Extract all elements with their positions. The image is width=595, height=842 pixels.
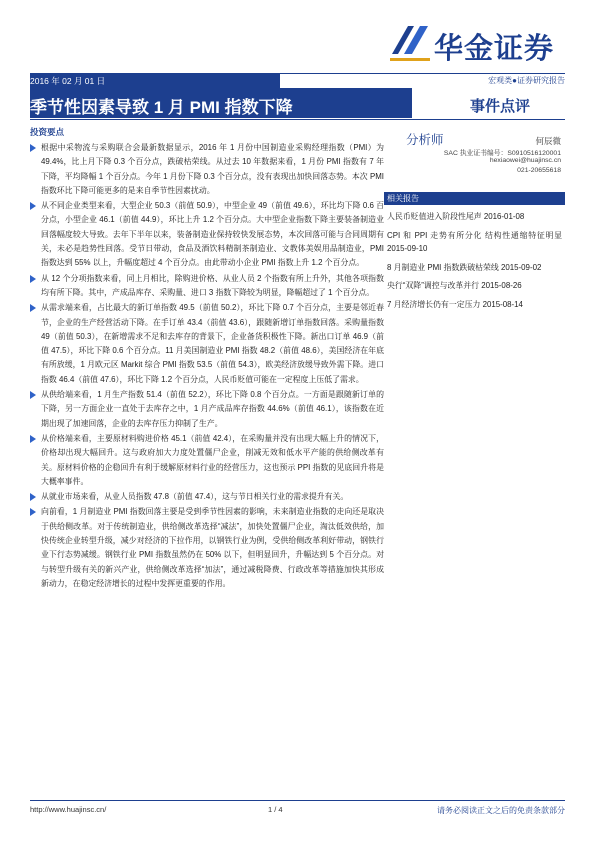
list-item: 从 12 个分项指数来看，同上月相比，除购进价格、从业人员 2 个指数有所上升外，其他各项指数均有所下降。其中，产成品库存、采购量、进口 3 指数下降较为明显，降幅超过了 1 个百分点。 bbox=[30, 272, 384, 301]
analyst-phone: 021-20655618 bbox=[517, 167, 561, 174]
analyst-email[interactable]: hexiaowei@huajinsc.cn bbox=[489, 157, 561, 164]
related-report-link[interactable]: 8 月制造业 PMI 指数跌破枯荣线 2015-09-02 bbox=[387, 262, 542, 272]
list-item: 向前看，1 月制造业 PMI 指数回落主要是受到季节性因素的影响，未来制造业指数的走向还是取决于供给侧改革。对于传统制造业，供给侧改革选择“减法”，加快处置僵尸企业，淘汰低效供给，加快传统企业转型升级，减少对经济的下拉作用，以钢铁行业为例，受供给侧改革利好带动，钢铁行业下行态势减缓。钢铁行业 PMI 指数虽然仍在 50% 以下，但明显回升，升幅达到 5 个百分点。对与转型升级有关的新兴产业，供给侧改革选择“加法”，通过减税降费、行政改革等措施加快其形成新动力，在稳定经济增长的过程中发挥更重要的作用。 bbox=[30, 505, 384, 591]
analyst-name: 何辰微 bbox=[535, 136, 561, 146]
footer-rule bbox=[30, 800, 565, 801]
bullet-arrow-icon bbox=[30, 202, 36, 210]
related-report-link[interactable]: 央行“双降”调控与改革并行 2015-08-26 bbox=[387, 281, 522, 290]
date-bar bbox=[30, 74, 280, 88]
key-points-list bbox=[30, 141, 384, 591]
bullet-arrow-icon bbox=[30, 493, 36, 501]
bullet-arrow-icon bbox=[30, 435, 36, 443]
related-reports-heading: 相关报告 bbox=[384, 192, 565, 205]
title-band bbox=[30, 88, 412, 118]
footer-disclaimer: 请务必阅读正文之后的免责条款部分 bbox=[437, 806, 565, 815]
key-points-heading: 投资要点 bbox=[30, 127, 65, 137]
page-title: 季节性因素导致 1 月 PMI 指数下降 bbox=[30, 98, 293, 117]
list-item: 从需求端来看，占比最大的新订单指数 49.5（前值 50.2），环比下降 0.7 个百分点，主要是邻近春节，企业的生产经营活动下降。在手订单 43.4（前值 43.6），跟随新增订单指数回落。采购量指数 49（前值 50.3），在新增需求不足和去库存的背景下，企业备货积极性下降。新出口订单 46.9（前值 47.5），环比下降 0.6 个百分点。11 月美国制造业 PMI 指数 48.2（前值 48.6），美国经济在年底有所放缓，1 月欧元区 Markit 综合 PMI 指数 53.5（前值 54.3），欧美经济放缓导致外需下降。进口指数 46.4（前值 47.6），环比下降 1.2 个百分点，人民币贬值可能在一定程度上压低了需求。 bbox=[30, 301, 384, 387]
analyst-info bbox=[384, 126, 565, 186]
bullet-arrow-icon bbox=[30, 391, 36, 399]
page-number: 1 / 4 bbox=[268, 805, 283, 814]
list-item: 从就业市场来看，从业人员指数 47.8（前值 47.4），这与节日相关行业的需求提升有关。 bbox=[30, 490, 384, 504]
analyst-cert: SAC 执业证书编号：S0910516120001 bbox=[443, 150, 561, 157]
brand-logo bbox=[388, 22, 568, 65]
sidebar bbox=[384, 126, 565, 309]
list-item: 从不同企业类型来看，大型企业 50.3（前值 50.9），中型企业 49（前值 49.6），环比均下降 0.6 百分点，小型企业 46.1（前值 44.9），环比上升 1.2 个百分点。大中型企业指数下降主要装备制造业回落幅度较大导致。去年下半年以来，装备制造业保持较快发展态势，本次回落可能与合同周期有关，未必是趋势性回落。受节日带动，食品及酒饮料精制茶制造业、文教体美娱用品制造业，PMI 指数达到 55% 以上，升幅度超过 4 个百分点。由此带动小企业 PMI 指数上升 1.2 个百分点。 bbox=[30, 199, 384, 270]
related-report-link[interactable]: 人民币贬值进入阶段性尾声 2016-01-08 bbox=[387, 212, 525, 221]
related-report-link[interactable]: CPI 和 PPI 走势有所分化 结构性通缩特征明显 2015-09-10 bbox=[387, 230, 562, 253]
report-date: 2016 年 02 月 01 日 bbox=[30, 76, 106, 86]
list-item: 从供给端来看，1 月生产指数 51.4（前值 52.2），环比下降 0.8 个百分点。一方面是跟随新订单的下降，另一方面企业一直处于去库存之中，1 月产成品库存指数 44.6%（前值 46.1），该指数在近期出现了加速回落，企业的去库存压力抑制了生产。 bbox=[30, 388, 384, 431]
title-rule bbox=[30, 119, 565, 120]
list-item: 从价格端来看，主要原材料购进价格 45.1（前值 42.4），在采购量并没有出现大幅上升的情况下，价格却出现大幅回升。这与政府加大力度处置僵尸企业，削减无效和低水平产能的供给侧改革有关。原材料价格的企稳回升有利于缓解原材料行业的经营压力，这也预示 PPI 指数的见底回升将是大概率事件。 bbox=[30, 432, 384, 489]
related-reports-list bbox=[387, 210, 562, 316]
key-points-section bbox=[30, 126, 384, 592]
logo-text: 华金证券 bbox=[434, 33, 555, 65]
report-category: 宏观类●证券研究报告 bbox=[488, 76, 565, 85]
report-type: 事件点评 bbox=[470, 98, 531, 115]
footer-url-link[interactable]: http://www.huajinsc.cn/ bbox=[30, 805, 107, 814]
bullet-arrow-icon bbox=[30, 144, 36, 152]
logo-mark-icon bbox=[388, 22, 432, 62]
bullet-arrow-icon bbox=[30, 275, 36, 283]
analyst-label: 分析师 bbox=[406, 133, 444, 147]
bullet-arrow-icon bbox=[30, 304, 36, 312]
list-item: 根据中采物流与采购联合会最新数据显示，2016 年 1 月份中国制造业采购经理指数（PMI）为 49.4%，比上月下降 0.3 个百分点，跌破枯荣线。从过去 10 年数据来看，1 月份 PMI 指数有 7 年下降，平均降幅 1 个百分点。今年 1 月份下降 0.3 个百分点，没有表现出加快回落态势。本次 PMI 指数环比下降可能更多的是来自季节性因素扰动。 bbox=[30, 141, 384, 198]
bullet-arrow-icon bbox=[30, 508, 36, 516]
related-report-link[interactable]: 7 月经济增长仍有一定压力 2015-08-14 bbox=[387, 299, 523, 309]
